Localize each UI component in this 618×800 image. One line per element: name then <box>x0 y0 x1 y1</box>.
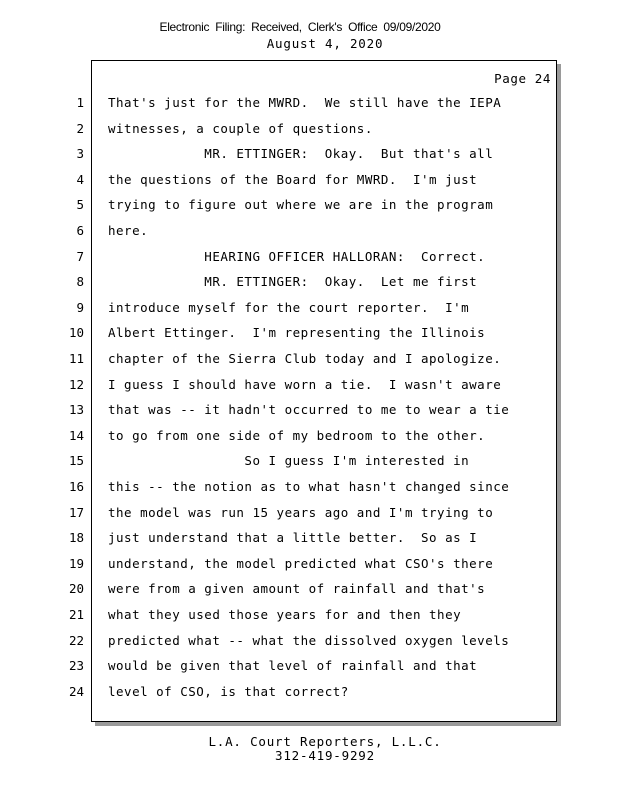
transcript-line: the questions of the Board for MWRD. I'm just <box>108 172 478 187</box>
line-number: 5 <box>76 197 84 212</box>
line-number: 20 <box>68 581 84 596</box>
transcript-line: trying to figure out where we are in the program <box>108 197 494 212</box>
filing-stamp: Electronic Filing: Received, Clerk's Office 09/09/2020 <box>159 20 441 34</box>
line-number: 7 <box>76 249 84 264</box>
footer-company: L.A. Court Reporters, L.L.C. <box>208 734 442 749</box>
line-number: 21 <box>68 607 84 622</box>
transcript-line: the model was run 15 years ago and I'm trying to <box>108 505 494 520</box>
transcript-line: I guess I should have worn a tie. I wasn't aware <box>108 377 502 392</box>
footer-phone: 312-419-9292 <box>275 748 375 763</box>
line-number: 3 <box>76 146 84 161</box>
transcript-line: HEARING OFFICER HALLORAN: Correct. <box>108 249 486 264</box>
transcript-line: just understand that a little better. So as I <box>108 530 478 545</box>
line-number: 22 <box>68 633 84 648</box>
transcript-line: chapter of the Sierra Club today and I apologize. <box>108 351 502 366</box>
line-number: 4 <box>76 172 84 187</box>
transcript-line: Albert Ettinger. I'm representing the Illinois <box>108 325 486 340</box>
line-number: 9 <box>76 300 84 315</box>
line-number: 18 <box>68 530 84 545</box>
line-number: 17 <box>68 505 84 520</box>
line-number: 24 <box>68 684 84 699</box>
transcript-date: August 4, 2020 <box>266 36 384 51</box>
line-number: 1 <box>76 95 84 110</box>
transcript-line: this -- the notion as to what hasn't changed since <box>108 479 510 494</box>
line-number: 11 <box>68 351 84 366</box>
transcript-line: That's just for the MWRD. We still have the IEPA <box>108 95 502 110</box>
line-number: 8 <box>76 274 84 289</box>
line-number: 6 <box>76 223 84 238</box>
line-number: 19 <box>68 556 84 571</box>
line-number: 14 <box>68 428 84 443</box>
transcript-line: witnesses, a couple of questions. <box>108 121 373 136</box>
transcript-line: understand, the model predicted what CSO's there <box>108 556 494 571</box>
line-number: 23 <box>68 658 84 673</box>
transcript-line: here. <box>108 223 149 238</box>
line-number: 10 <box>68 325 84 340</box>
line-number: 15 <box>68 453 84 468</box>
transcript-line: introduce myself for the court reporter. I'm <box>108 300 470 315</box>
transcript-line: that was -- it hadn't occurred to me to wear a tie <box>108 402 510 417</box>
transcript-line: to go from one side of my bedroom to the other. <box>108 428 486 443</box>
line-number: 16 <box>68 479 84 494</box>
line-number: 13 <box>68 402 84 417</box>
transcript-line: were from a given amount of rainfall and that's <box>108 581 486 596</box>
transcript-line: MR. ETTINGER: Okay. But that's all <box>108 146 494 161</box>
transcript-line: So I guess I'm interested in <box>108 453 470 468</box>
transcript-line: MR. ETTINGER: Okay. Let me first <box>108 274 478 289</box>
page-number: Page 24 <box>494 71 551 86</box>
line-number: 2 <box>76 121 84 136</box>
transcript-line: what they used those years for and then they <box>108 607 462 622</box>
line-number: 12 <box>68 377 84 392</box>
transcript-line: level of CSO, is that correct? <box>108 684 349 699</box>
transcript-line: predicted what -- what the dissolved oxygen levels <box>108 633 510 648</box>
transcript-line: would be given that level of rainfall and that <box>108 658 478 673</box>
